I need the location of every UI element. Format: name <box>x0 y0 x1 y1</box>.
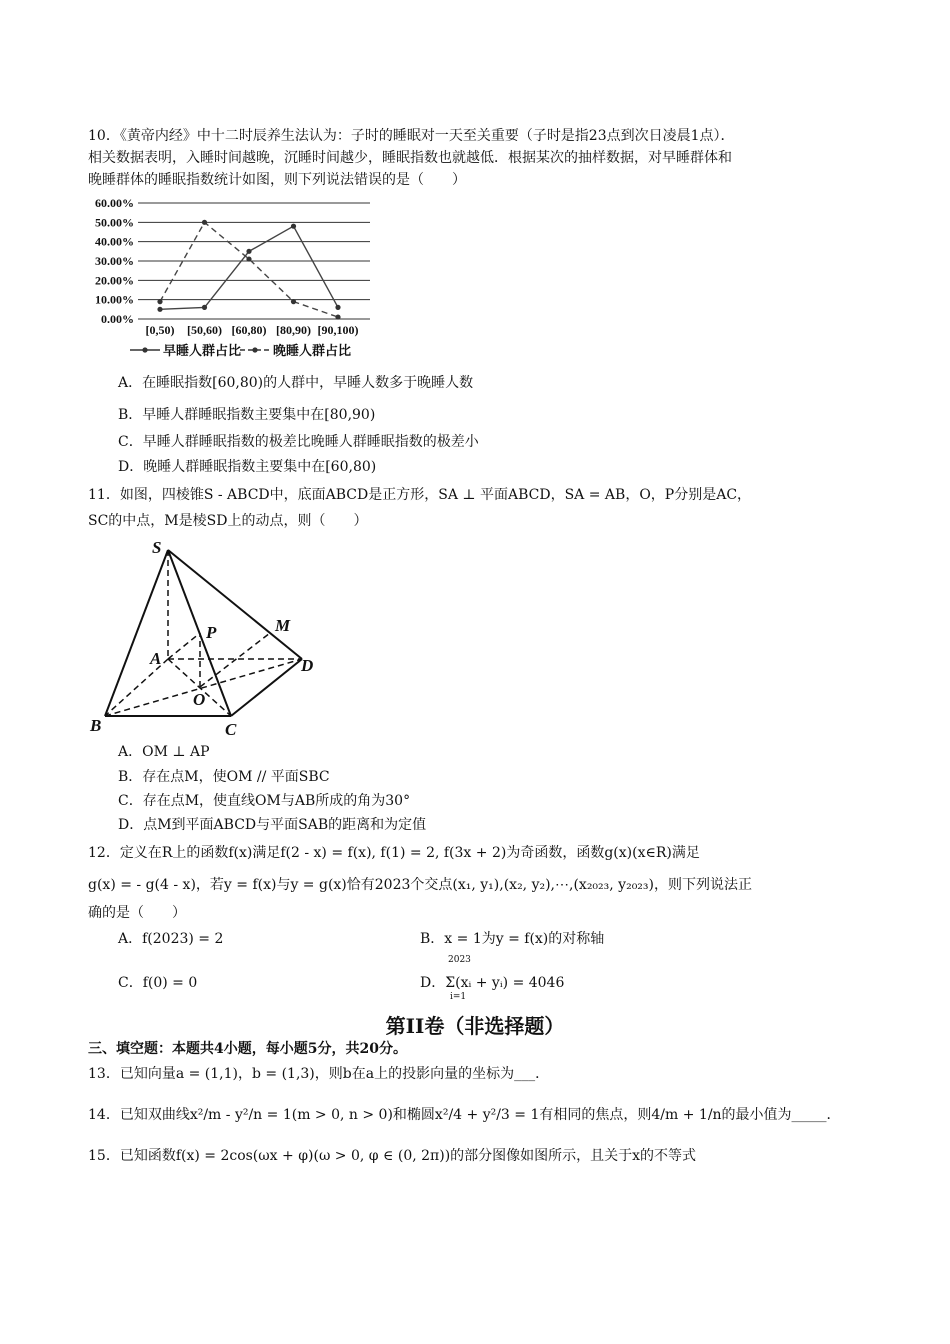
label-a: A <box>150 649 162 668</box>
pyramid-figure <box>88 538 328 738</box>
q11-option-c: C．存在点M，使直线OM与AB所成的角为30° <box>118 793 411 809</box>
q12-option-b: B．x = 1为y = f(x)的对称轴 <box>420 931 605 947</box>
series-1-point <box>291 224 296 229</box>
series-1-point <box>202 305 207 310</box>
y-tick-label: 40.00% <box>95 234 134 249</box>
q13: 13．已知向量a = (1,1)，b = (1,3)，则b在a上的投影向量的坐标为___． <box>88 1066 550 1082</box>
sum-lower-limit: i=1 <box>450 992 467 1002</box>
series-2-point <box>335 314 340 319</box>
q12-option-c: C．f(0) = 0 <box>118 975 198 991</box>
label-c: C <box>225 720 237 738</box>
y-tick-label: 60.00% <box>95 196 134 210</box>
label-d: D <box>301 656 314 675</box>
x-tick-label: [60,80) <box>231 323 267 337</box>
q12-option-a: A．f(2023) = 2 <box>118 931 224 947</box>
q11-line1: 11．如图，四棱锥S - ABCD中，底面ABCD是正方形，SA ⊥ 平面ABCD，SA = AB，O，P分别是AC， <box>88 487 752 503</box>
series-2-point <box>291 299 296 304</box>
legend-label-late: 晚睡人群占比 <box>273 343 352 358</box>
x-tick-label: [80,90) <box>276 323 311 337</box>
q10-line3: 晚睡群体的睡眠指数统计如图，则下列说法错误的是（ ） <box>88 172 466 188</box>
series-1-point <box>335 305 340 310</box>
legend-label-early: 早睡人群占比 <box>163 343 242 358</box>
q12-line3: 确的是（ ） <box>88 905 186 921</box>
q10-line2: 相关数据表明，入睡时间越晚，沉睡时间越少，睡眠指数也就越低．根据某次的抽样数据，对早睡群体和 <box>88 150 732 166</box>
edge-ap <box>168 633 200 659</box>
legend-marker-early <box>142 347 147 352</box>
label-b: B <box>90 716 102 735</box>
y-tick-label: 30.00% <box>95 254 134 268</box>
part3-heading: 三、填空题：本题共4小题，每小题5分，共20分。 <box>88 1041 407 1057</box>
x-tick-label: [50,60) <box>187 323 222 337</box>
section-title: 第II卷（非选择题） <box>385 1014 565 1038</box>
q11-option-b: B．存在点M，使OM // 平面SBC <box>118 769 330 785</box>
series-line-1 <box>160 226 338 309</box>
q11-line2: SC的中点，M是棱SD上的动点，则（ ） <box>88 513 368 529</box>
label-s: S <box>152 538 162 557</box>
sleep-index-chart <box>88 193 388 363</box>
y-tick-label: 20.00% <box>95 273 134 288</box>
label-p: P <box>206 623 217 642</box>
series-2-point <box>202 220 207 225</box>
edge-cd <box>231 659 302 716</box>
series-line-2 <box>160 222 338 317</box>
x-tick-label: [90,100) <box>317 323 359 337</box>
q10-option-d: D．晚睡人群睡眠指数主要集中在[60,80) <box>118 459 377 475</box>
q15: 15．已知函数f(x) = 2cos(ωx + φ)(ω > 0, φ ∈ (0, 2π))的部分图像如图所示，且关于x的不等式 <box>88 1148 697 1164</box>
legend-marker-late <box>252 347 257 352</box>
sum-upper-limit: 2023 <box>448 955 471 965</box>
q12-option-d: D．Σ(xᵢ + yᵢ) = 4046 <box>420 975 565 991</box>
series-2-point <box>246 256 251 261</box>
q10-option-b: B．早睡人群睡眠指数主要集中在[80,90) <box>118 407 376 423</box>
y-tick-label: 10.00% <box>95 292 134 307</box>
q10-option-c: C．早睡人群睡眠指数的极差比晚睡人群睡眠指数的极差小 <box>118 434 479 450</box>
y-tick-label: 0.00% <box>101 312 134 326</box>
q11-option-a: A．OM ⊥ AP <box>118 744 210 760</box>
series-1-point <box>246 249 251 254</box>
q10-option-a: A．在睡眠指数[60,80)的人群中，早睡人数多于晚睡人数 <box>118 375 474 391</box>
label-o: O <box>193 690 206 709</box>
edge-sb <box>105 550 168 716</box>
y-tick-label: 50.00% <box>95 215 134 230</box>
x-tick-label: [0,50) <box>145 323 175 337</box>
label-m: M <box>275 616 291 635</box>
q12-line2: g(x) = - g(4 - x)，若y = f(x)与y = g(x)恰有2023个交点(x₁, y₁),(x₂, y₂),⋯,(x₂₀₂₃, y₂₀₂₃)，则下列说法正 <box>88 877 752 893</box>
q12-line1: 12．定义在R上的函数f(x)满足f(2 - x) = f(x), f(1) = 2, f(3x + 2)为奇函数，函数g(x)(x∈R)满足 <box>88 845 700 861</box>
series-2-point <box>157 299 162 304</box>
series-1-point <box>157 307 162 312</box>
q10-line1: 10．《黄帝内经》中十二时辰养生法认为：子时的睡眠对一天至关重要（子时是指23点到次日凌晨1点）． <box>88 128 735 144</box>
q14: 14．已知双曲线x²/m - y²/n = 1(m > 0, n > 0)和椭圆x²/4 + y²/3 = 1有相同的焦点，则4/m + 1/n的最小值为_____． <box>88 1107 841 1123</box>
q11-option-d: D．点M到平面ABCD与平面SAB的距离和为定值 <box>118 817 427 833</box>
